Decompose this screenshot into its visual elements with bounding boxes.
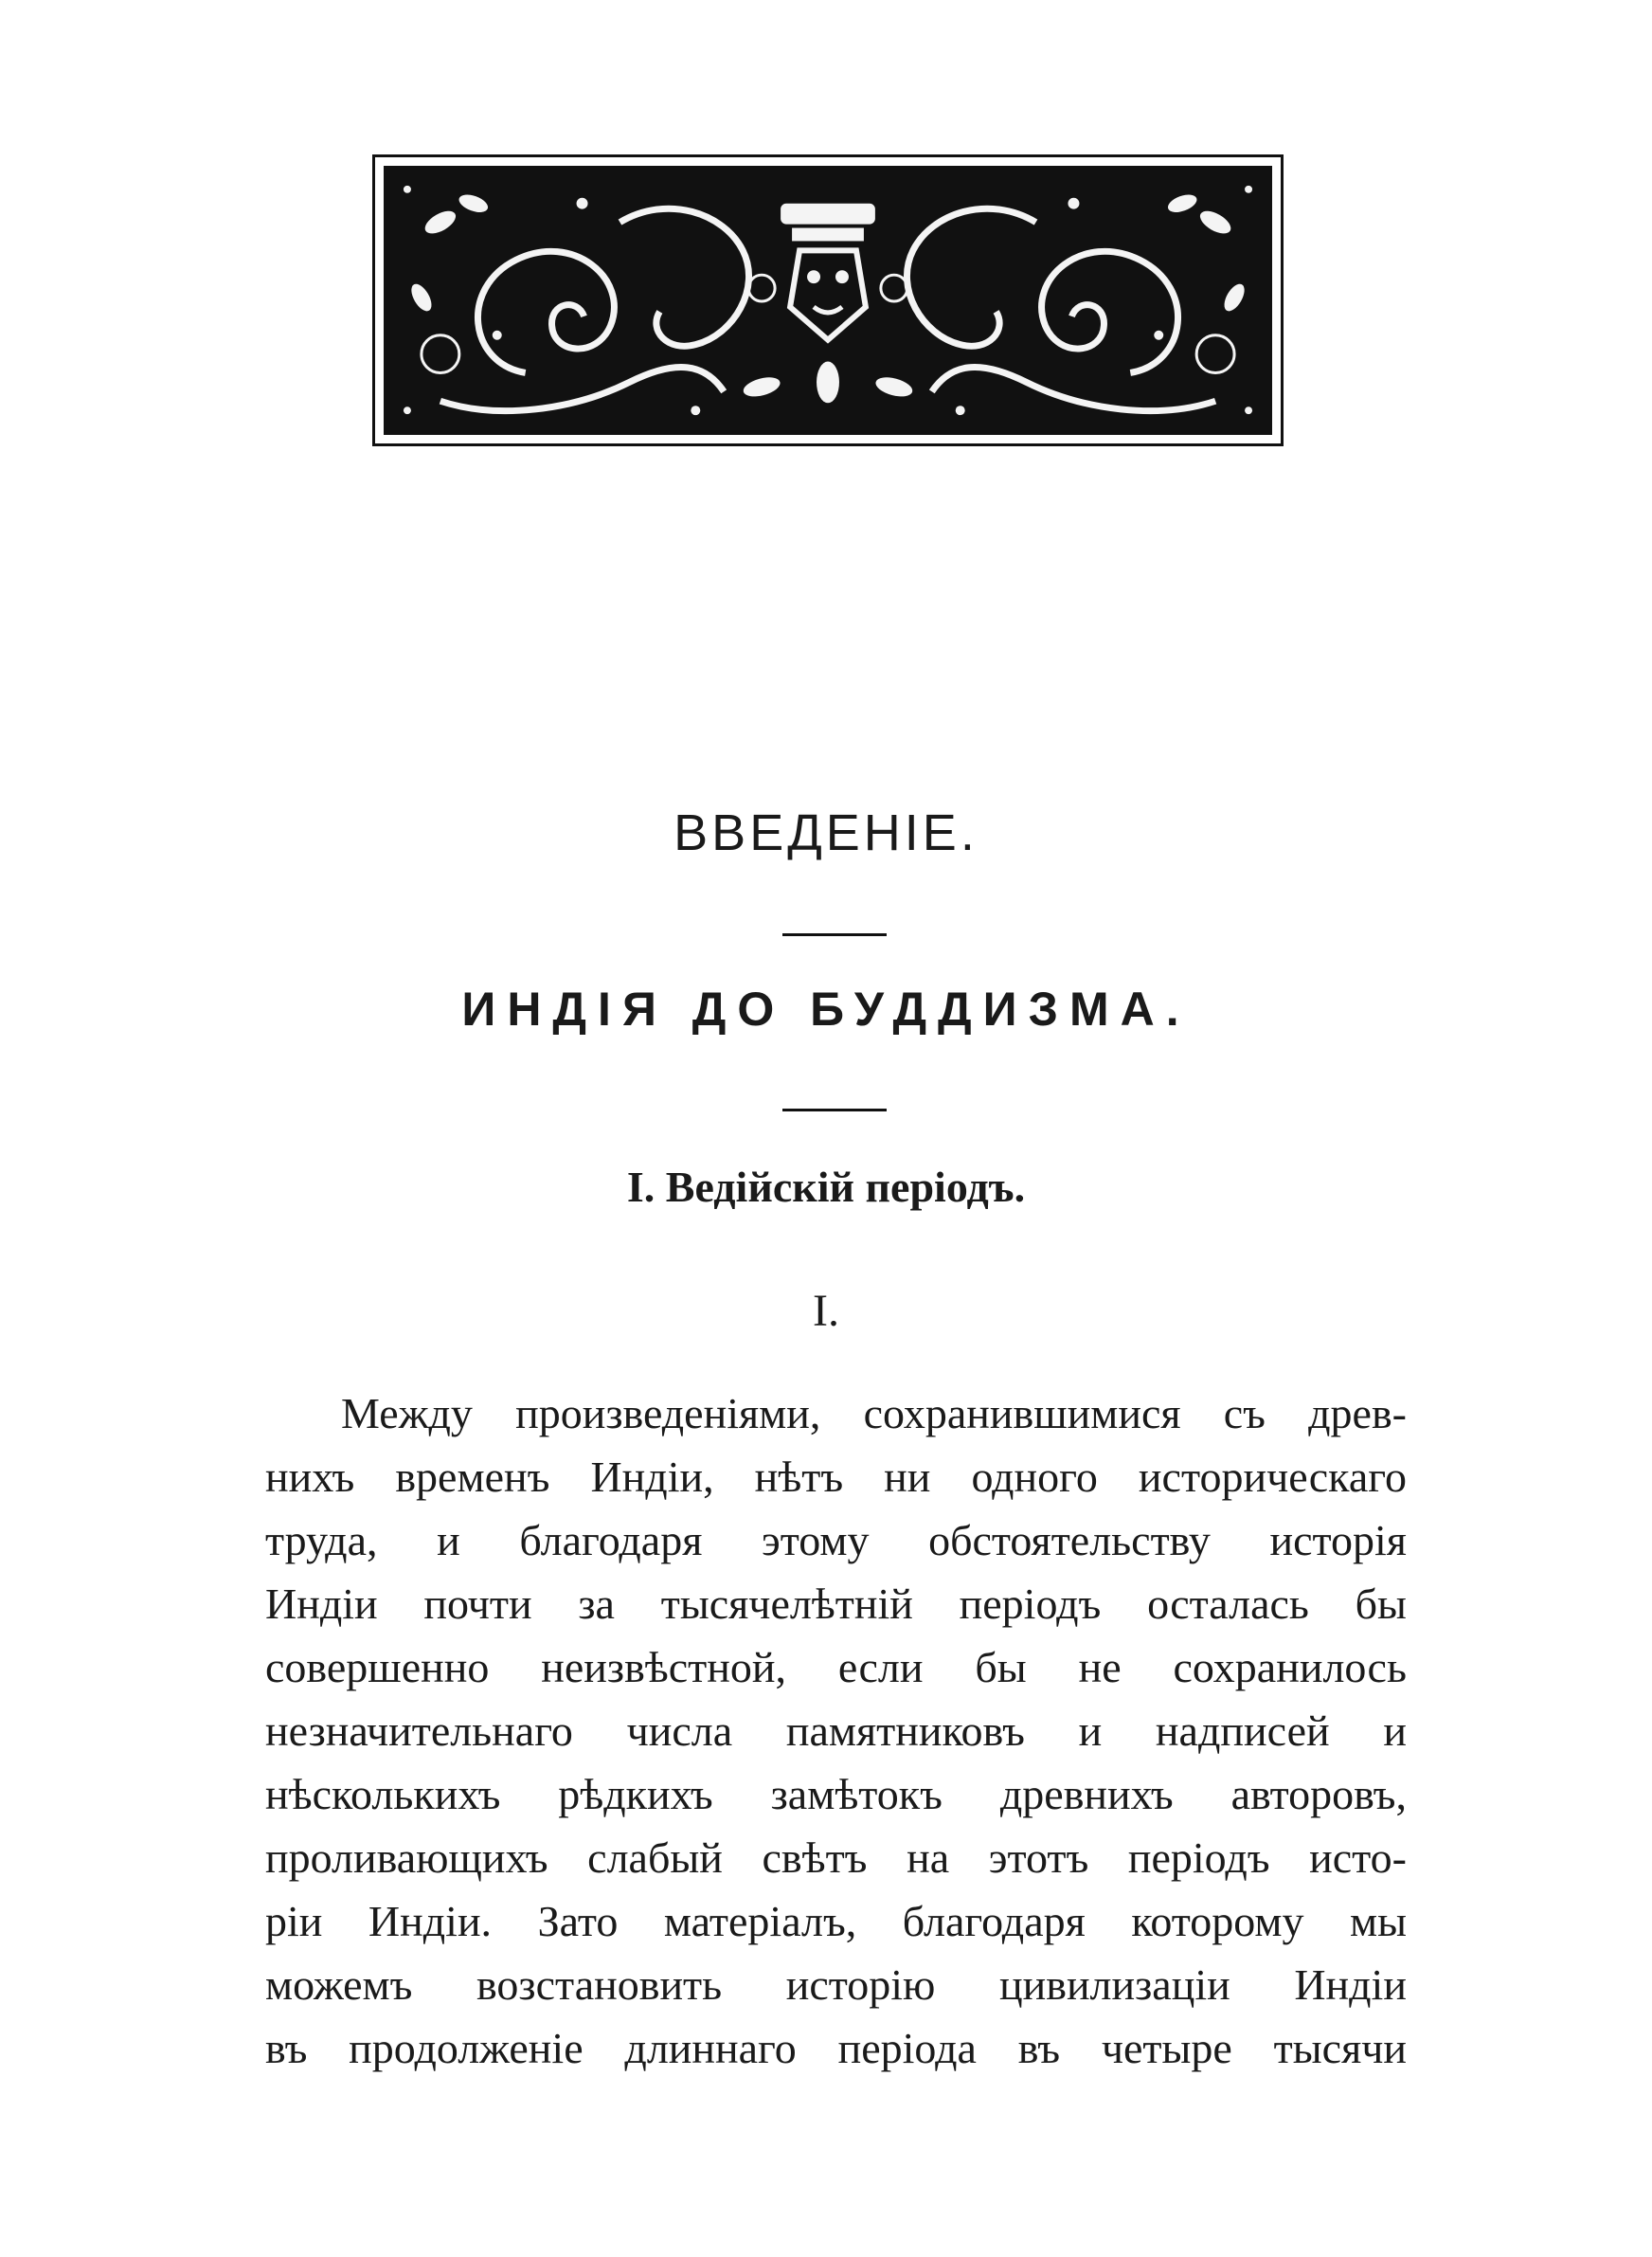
body-line: нѣсколькихъ рѣдкихъ замѣтокъ древнихъ авторовъ, <box>265 1770 1407 1818</box>
divider-rule <box>782 933 887 936</box>
body-line: труда, и благодаря этому обстоятельству исторія <box>265 1516 1407 1564</box>
section-heading: I. Ведійскій періодъ. <box>626 1163 1026 1211</box>
body-line: проливающихъ слабый свѣтъ на этотъ періодъ исто- <box>265 1833 1407 1882</box>
body-line: ріи Индіи. Зато матеріалъ, благодаря которому мы <box>265 1897 1407 1945</box>
floral-ornament-icon <box>384 166 1272 435</box>
body-line: Между произведеніями, сохранившимися съ древ- <box>341 1389 1407 1437</box>
intro-heading: ВВЕДЕНІЕ. <box>673 804 979 861</box>
body-line: незначительнаго числа памятниковъ и надписей и <box>265 1706 1407 1755</box>
divider-rule <box>782 1109 887 1111</box>
part-heading: ИНДІЯ ДО БУДДИЗМА. <box>461 983 1191 1036</box>
body-line: можемъ возстановить исторію цивилизаціи Индіи <box>265 1960 1407 2009</box>
body-line: совершенно неизвѣстной, если бы не сохранилось <box>265 1643 1407 1691</box>
body-paragraph <box>265 1381 1407 2080</box>
body-line: въ продолженіе длиннаго періода въ четыре тысячи <box>265 2024 1407 2072</box>
body-line: нихъ временъ Индіи, нѣтъ ни одного историческаго <box>265 1453 1407 1501</box>
ornamental-headpiece <box>372 154 1284 446</box>
body-line: Индіи почти за тысячелѣтній періодъ осталась бы <box>265 1580 1407 1628</box>
subsection-number: I. <box>813 1286 839 1336</box>
